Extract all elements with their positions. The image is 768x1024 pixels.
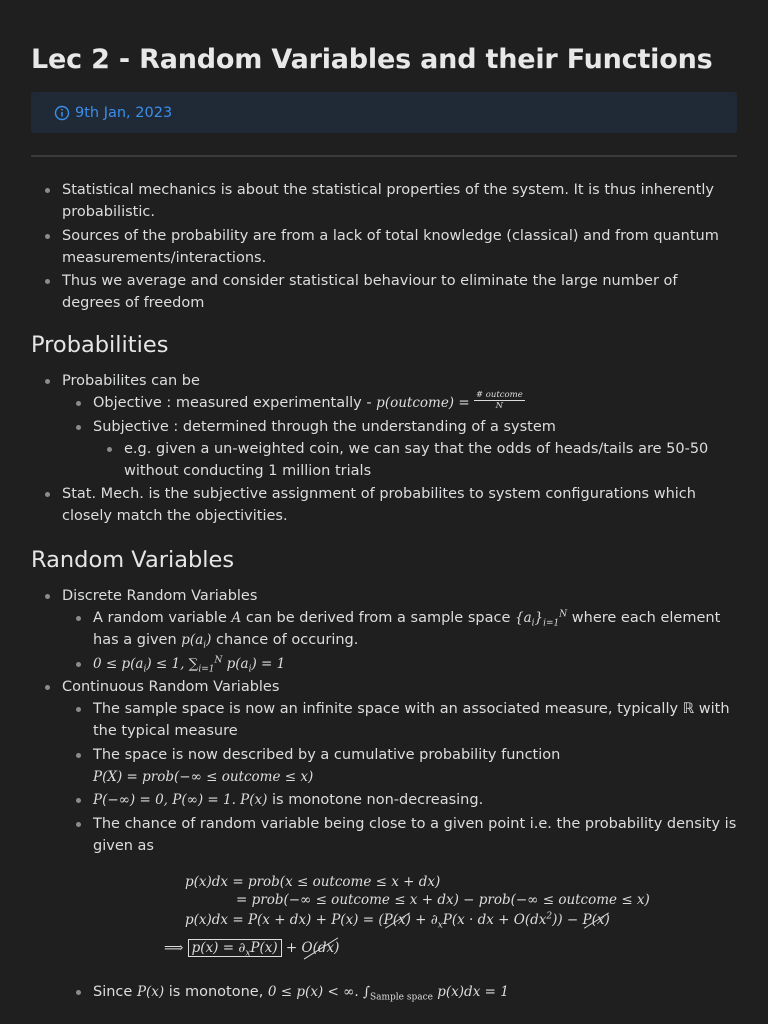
math-text: p(x)dx = P(x + dx) + P(x) = ( <box>185 911 384 928</box>
list-item <box>62 981 737 1003</box>
fraction-denominator: N <box>495 400 504 411</box>
cancelled-term: P(x) <box>384 909 411 931</box>
math-inline: P(−∞) = 0, P(∞) = 1. <box>93 792 236 808</box>
math-inline: p(outcome) = <box>376 395 474 411</box>
math-text: } <box>534 610 544 626</box>
text: where each element has a given <box>93 610 721 648</box>
list-item <box>93 653 737 675</box>
list-item <box>93 789 737 811</box>
list-item <box>62 370 737 482</box>
text: is monotone non-decreasing. <box>267 792 484 808</box>
equation-line: p(x)dx = prob(x ≤ outcome ≤ x + dx) <box>185 873 441 890</box>
math-inline: P(X) = prob(−∞ ≤ outcome ≤ x) <box>93 768 314 785</box>
equation-line: $p(x)dx = P(x + dx) + P(x) = (P(x) + \partial_xP(x$ · dx + $O(dx^2)) - P(x)$ <box>185 909 610 931</box>
list-item: Stat. Mech. is the subjective assignment of probabilites to system configurations which closely match the objectivities. <box>62 483 737 527</box>
math-inline: $0 \le p(a_i) \le 1$, $\sum_{i=1}^N$ $p(a_i) = 1$ <box>93 655 286 675</box>
math-fraction <box>474 390 525 411</box>
math-text: 0 ≤ p(a <box>93 655 144 672</box>
math-inline: $\{a_i\}_{i=1}^N$ <box>515 609 568 629</box>
boxed-result: $p(x) = \partial_xP(x)$ <box>188 939 282 957</box>
date-callout <box>31 92 737 133</box>
math-text: + ∂ <box>410 911 438 928</box>
math-text: p(a <box>181 632 204 648</box>
callout-date: 9th Jan, 2023 <box>75 104 173 121</box>
section-heading-random-variables: Random Variables <box>31 547 235 573</box>
equation-block <box>31 871 737 967</box>
text: chance of occuring. <box>211 632 359 648</box>
math-text: p(x) = ∂ <box>191 939 246 956</box>
math-subscript: Sample space <box>369 992 433 1003</box>
cancelled-term: O(dx) <box>302 937 340 959</box>
list-item: Sources of the probability are from a lack of total knowledge (classical) and from quantum measurements/interactions. <box>62 225 737 269</box>
page-title: Lec 2 - Random Variables and their Functions <box>31 44 713 75</box>
list-item-text: Subjective : determined through the understanding of a system <box>93 418 556 435</box>
math-text: ) <box>206 632 212 648</box>
list-item <box>93 607 737 651</box>
math-text: )) − <box>552 911 583 928</box>
math-text: p(x)dx = 1 <box>432 983 509 1000</box>
intro-list <box>31 179 737 314</box>
list-item <box>62 585 737 675</box>
list-item <box>93 389 737 414</box>
math-text: P(x · dx + O(dx <box>442 911 547 928</box>
math-text: 0 ≤ p(x) < ∞. ∫ <box>267 983 370 1000</box>
list-item-text: Objective : measured experimentally - <box>93 395 377 411</box>
math-text: + <box>281 939 302 956</box>
math-text: ) ≤ 1, ∑ <box>146 655 199 672</box>
list-item-text: Discrete Random Variables <box>62 588 258 604</box>
math-text: p(a <box>222 655 249 672</box>
equation-line <box>164 937 339 959</box>
info-icon <box>54 105 70 121</box>
list-item: The sample space is now an infinite space with an associated measure, typically ℝ with the typical measure <box>93 698 737 742</box>
math-text: {a <box>515 610 532 626</box>
text: can be derived from a sample space <box>241 610 515 626</box>
list-item <box>93 744 737 788</box>
equation-line: = prob(−∞ ≤ outcome ≤ x + dx) − prob(−∞ ≤ outcome ≤ x) <box>236 891 650 908</box>
random-variables-list-end <box>31 981 737 1003</box>
text: A random variable <box>93 610 232 626</box>
list-item <box>62 676 737 857</box>
math-inline <box>267 983 509 1003</box>
math-text: ⟹ <box>164 939 188 956</box>
list-item: e.g. given a un-weighted coin, we can say that the odds of heads/tails are 50-50 without conducting 1 million trials <box>124 438 737 482</box>
section-heading-probabilities: Probabilities <box>31 332 169 358</box>
list-item: Thus we average and consider statistical behaviour to eliminate the large number of degrees of freedom <box>62 270 737 314</box>
text: is monotone, <box>164 983 268 1000</box>
probabilities-list <box>31 370 737 527</box>
math-inline: $p(a_i)$ <box>181 632 212 651</box>
list-item-text: Continuous Random Variables <box>62 679 280 695</box>
text: Since <box>93 983 137 1000</box>
math-text: P(x) <box>250 939 278 956</box>
list-item-text: The space is now described by a cumulative probability function <box>93 746 561 763</box>
math-inline: A <box>231 610 242 626</box>
divider <box>31 155 737 157</box>
random-variables-list <box>31 585 737 857</box>
list-item-text: Probabilites can be <box>62 373 200 389</box>
list-item: The chance of random variable being close to a given point i.e. the probability density is given as <box>93 813 737 857</box>
math-inline: P(x) <box>136 983 165 1000</box>
list-item: Statistical mechanics is about the statistical properties of the system. It is thus inherently probabilistic. <box>62 179 737 223</box>
fraction-numerator: # outcome <box>475 389 523 400</box>
math-text: ) = 1 <box>251 655 286 672</box>
list-item <box>93 416 737 482</box>
math-inline: P(x) <box>235 792 268 808</box>
list-item <box>93 981 737 1003</box>
cancelled-term: P(x) <box>583 909 610 931</box>
